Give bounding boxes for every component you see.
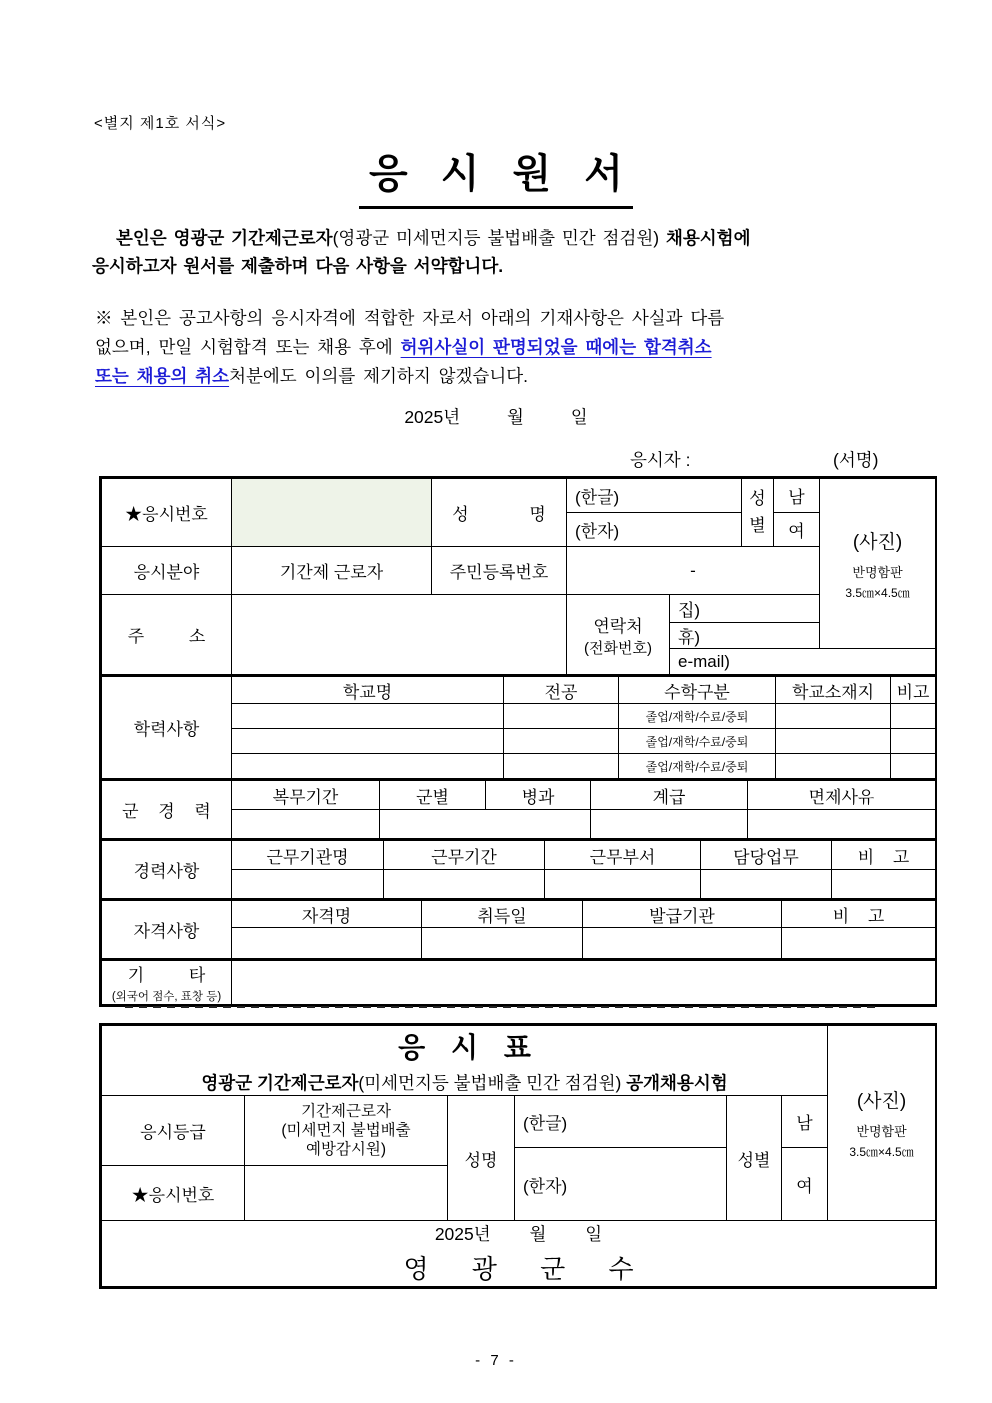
military-branch-input[interactable] xyxy=(380,810,591,839)
slip-date-line: 2025년 월 일 xyxy=(434,1224,603,1244)
military-exemption-input[interactable] xyxy=(748,810,936,839)
etc-input[interactable] xyxy=(232,961,936,1005)
education-label: 학력사항 xyxy=(102,677,232,779)
slip-name-hanja-cell[interactable]: (한자) xyxy=(515,1148,727,1221)
slip-gender-female-cell[interactable]: 여 xyxy=(782,1148,828,1221)
career-section xyxy=(101,840,936,899)
slip-footer xyxy=(102,1221,936,1287)
slip-gender-male-cell[interactable]: 남 xyxy=(782,1096,828,1148)
education-header-status: 수학구분 xyxy=(619,677,776,704)
education-major-input[interactable] xyxy=(504,704,619,729)
address-input-cell[interactable] xyxy=(232,595,567,675)
slip-grade-line1: 기간제근로자 xyxy=(301,1103,391,1120)
signature-label: (서명) xyxy=(833,450,879,470)
education-note-input[interactable] xyxy=(891,754,936,779)
photo-title: (사진) xyxy=(852,531,903,553)
gender-label: 성별 xyxy=(742,479,774,547)
education-major-input[interactable] xyxy=(504,729,619,754)
etc-label-sub: (외국어 점수, 표창 등) xyxy=(111,991,222,1003)
military-header-rank: 계급 xyxy=(591,781,748,810)
slip-subtitle xyxy=(104,1070,825,1095)
contact-label xyxy=(567,595,670,675)
page-number: - 7 - xyxy=(475,1352,517,1369)
name-label: 성 명 xyxy=(432,479,567,547)
career-period-input[interactable] xyxy=(384,870,545,899)
slip-gender-label: 성별 xyxy=(727,1096,782,1221)
intro-paragraph xyxy=(92,224,910,280)
career-header-note: 비 고 xyxy=(832,841,936,870)
career-label: 경력사항 xyxy=(102,841,232,899)
slip-title-cell xyxy=(102,1026,828,1096)
education-school-input[interactable] xyxy=(232,754,504,779)
photo-box xyxy=(820,479,936,649)
pledge-line-1: ※ 본인은 공고사항의 응시자격에 적합한 자로서 아래의 기재사항은 사실과 다름 xyxy=(95,308,725,328)
career-header-dept: 근무부서 xyxy=(545,841,701,870)
exam-slip-table xyxy=(99,1023,937,1289)
contact-label-line1: 연락처 xyxy=(593,616,643,636)
exam-number-input-cell[interactable] xyxy=(232,479,432,547)
slip-photo-sub1: 반명함판 xyxy=(856,1124,907,1139)
slip-name-label: 성명 xyxy=(448,1096,515,1221)
education-header-major: 전공 xyxy=(504,677,619,704)
education-location-input[interactable] xyxy=(776,754,891,779)
slip-photo-title: (사진) xyxy=(856,1091,907,1112)
education-status-options[interactable]: 졸업/재학/수료/중퇴 xyxy=(619,729,776,754)
career-header-period: 근무기간 xyxy=(384,841,545,870)
document-title: 응 시 원 서 xyxy=(359,142,633,209)
career-duty-input[interactable] xyxy=(701,870,832,899)
gender-female-cell[interactable]: 여 xyxy=(774,513,820,547)
etc-label xyxy=(102,961,232,1005)
intro-bold-2: 채용시험에 xyxy=(659,228,751,248)
education-header-location: 학교소재지 xyxy=(776,677,891,704)
military-period-input[interactable] xyxy=(232,810,380,839)
cut-line xyxy=(125,1006,880,1008)
photo-sub1: 반명함판 xyxy=(852,564,903,580)
slip-issuer: 영 광 군 수 xyxy=(403,1254,634,1284)
military-label: 군 경 력 xyxy=(102,781,232,839)
document-title-wrap xyxy=(0,142,992,209)
slip-subtitle-normal: (미세먼지등 불법배출 민간 점검원) xyxy=(358,1073,622,1093)
exam-number-label: ★응시번호 xyxy=(102,479,232,547)
license-date-input[interactable] xyxy=(422,928,583,959)
military-section xyxy=(101,780,936,839)
applicant-label: 응시자 : xyxy=(630,450,691,470)
slip-grade-value xyxy=(245,1096,448,1166)
field-value: 기간제 근로자 xyxy=(232,547,432,595)
intro-line-2: 응시하고자 원서를 제출하며 다음 사항을 서약합니다. xyxy=(92,256,504,276)
military-header-specialty: 병과 xyxy=(486,781,591,810)
slip-photo-box xyxy=(828,1026,936,1221)
career-header-org: 근무기관명 xyxy=(232,841,384,870)
license-name-input[interactable] xyxy=(232,928,422,959)
pledge-accent-1: 허위사실이 판명되었을 때에는 합격취소 xyxy=(400,337,712,357)
email-cell[interactable]: e-mail) xyxy=(670,649,936,675)
license-label: 자격사항 xyxy=(102,901,232,959)
education-school-input[interactable] xyxy=(232,704,504,729)
slip-subtitle-bold1: 영광군 기간제근로자 xyxy=(201,1073,359,1093)
exam-slip-grid xyxy=(101,1025,936,1287)
slip-exam-number-label: ★응시번호 xyxy=(102,1166,245,1221)
phone-home-cell[interactable]: 집) xyxy=(670,595,820,623)
slip-grade-line3: 예방감시원) xyxy=(305,1141,387,1158)
education-header-note: 비고 xyxy=(891,677,936,704)
pledge-paragraph xyxy=(95,304,913,391)
field-label: 응시분야 xyxy=(102,547,232,595)
form-date-line: 2025년 월 일 xyxy=(404,407,588,427)
address-label: 주 소 xyxy=(102,595,232,675)
slip-grade-label: 응시등급 xyxy=(102,1096,245,1166)
slip-grade-line2: (미세먼지 불법배출 xyxy=(281,1122,411,1139)
education-location-input[interactable] xyxy=(776,729,891,754)
slip-name-hangul-cell[interactable]: (한글) xyxy=(515,1096,727,1148)
rrn-label: 주민등록번호 xyxy=(432,547,567,595)
career-org-input[interactable] xyxy=(232,870,384,899)
phone-mobile-cell[interactable]: 휴) xyxy=(670,623,820,649)
education-note-input[interactable] xyxy=(891,704,936,729)
license-header-name: 자격명 xyxy=(232,901,422,928)
form-note: <별지 제1호 서식> xyxy=(94,115,227,132)
career-header-duty: 담당업무 xyxy=(701,841,832,870)
license-header-note: 비 고 xyxy=(782,901,936,928)
education-note-input[interactable] xyxy=(891,729,936,754)
etc-label-main: 기 타 xyxy=(127,966,206,985)
intro-normal-1: (영광군 미세먼지등 불법배출 민간 점검원) xyxy=(332,228,660,248)
education-status-options[interactable]: 졸업/재학/수료/중퇴 xyxy=(619,754,776,779)
application-table xyxy=(99,476,937,1007)
rrn-input-cell[interactable]: - xyxy=(567,547,820,595)
name-hanja-cell[interactable]: (한자) xyxy=(567,513,742,547)
education-status-options[interactable]: 졸업/재학/수료/중퇴 xyxy=(619,704,776,729)
military-header-exemption: 면제사유 xyxy=(748,781,936,810)
military-header-period: 복무기간 xyxy=(232,781,380,810)
education-header-school: 학교명 xyxy=(232,677,504,704)
identity-section xyxy=(101,478,936,675)
contact-label-line2: (전화번호) xyxy=(584,639,652,657)
career-note-input[interactable] xyxy=(832,870,936,899)
name-hangul-cell[interactable]: (한글) xyxy=(567,479,742,513)
career-dept-input[interactable] xyxy=(545,870,701,899)
education-section xyxy=(101,676,936,779)
education-school-input[interactable] xyxy=(232,729,504,754)
intro-bold-1: 본인은 영광군 기간제근로자 xyxy=(116,228,333,248)
license-issuer-input[interactable] xyxy=(583,928,782,959)
license-header-issuer: 발급기관 xyxy=(583,901,782,928)
pledge-accent-2: 또는 채용의 취소 xyxy=(95,366,230,386)
military-header-branch: 군별 xyxy=(380,781,486,810)
slip-exam-number-input[interactable] xyxy=(245,1166,448,1221)
slip-photo-sub2: 3.5㎝×4.5㎝ xyxy=(849,1145,914,1159)
education-major-input[interactable] xyxy=(504,754,619,779)
pledge-line-3: 처분에도 이의를 제기하지 않겠습니다. xyxy=(229,366,528,386)
gender-male-cell[interactable]: 남 xyxy=(774,479,820,513)
education-location-input[interactable] xyxy=(776,704,891,729)
etc-section xyxy=(101,960,936,1005)
pledge-line-2: 없으며, 만일 시험합격 또는 채용 후에 xyxy=(95,337,401,357)
license-header-date: 취득일 xyxy=(422,901,583,928)
photo-sub2: 3.5㎝×4.5㎝ xyxy=(845,585,910,600)
slip-title: 응 시 표 xyxy=(398,1032,531,1063)
license-section xyxy=(101,900,936,959)
slip-subtitle-bold2: 공개채용시험 xyxy=(621,1073,728,1093)
license-note-input[interactable] xyxy=(782,928,936,959)
military-rank-input[interactable] xyxy=(591,810,748,839)
